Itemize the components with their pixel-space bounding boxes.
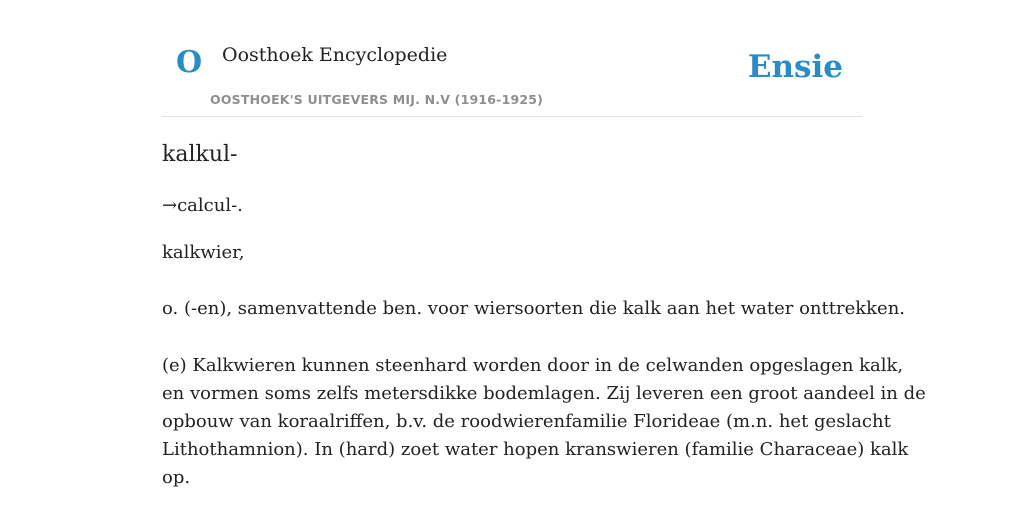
entry-term: kalkwier,: [162, 242, 245, 263]
entry-definition: o. (-en), samenvattende ben. voor wiersoorten die kalk aan het water onttrekken.: [162, 298, 906, 319]
publisher-label: OOSTHOEK'S UITGEVERS MIJ. N.V (1916-1925): [210, 92, 544, 107]
paragraph-line: Lithothamnion). In (hard) zoet water hopen kranswieren (familie Characeae) kalk: [162, 439, 909, 460]
paragraph-line: (e) Kalkwieren kunnen steenhard worden door in de celwanden opgeslagen kalk,: [162, 355, 904, 376]
entry-headword: kalkul-: [162, 142, 238, 167]
paragraph-line: opbouw van koraalriffen, b.v. de roodwierenfamilie Florideae (m.n. het geslacht: [162, 411, 891, 432]
paragraph-line: en vormen soms zelfs metersdikke bodemlagen. Zij leveren een groot aandeel in de: [162, 383, 926, 404]
index-letter[interactable]: O: [176, 45, 203, 80]
page-header: [162, 0, 862, 117]
see-also-link[interactable]: →calcul-.: [162, 195, 243, 216]
entry-paragraph: [162, 352, 926, 492]
encyclopedia-title[interactable]: Oosthoek Encyclopedie: [222, 44, 448, 66]
encyclopedia-page: [162, 0, 926, 488]
paragraph-line: op.: [162, 467, 191, 488]
ensie-logo-link[interactable]: Ensie: [747, 49, 843, 85]
